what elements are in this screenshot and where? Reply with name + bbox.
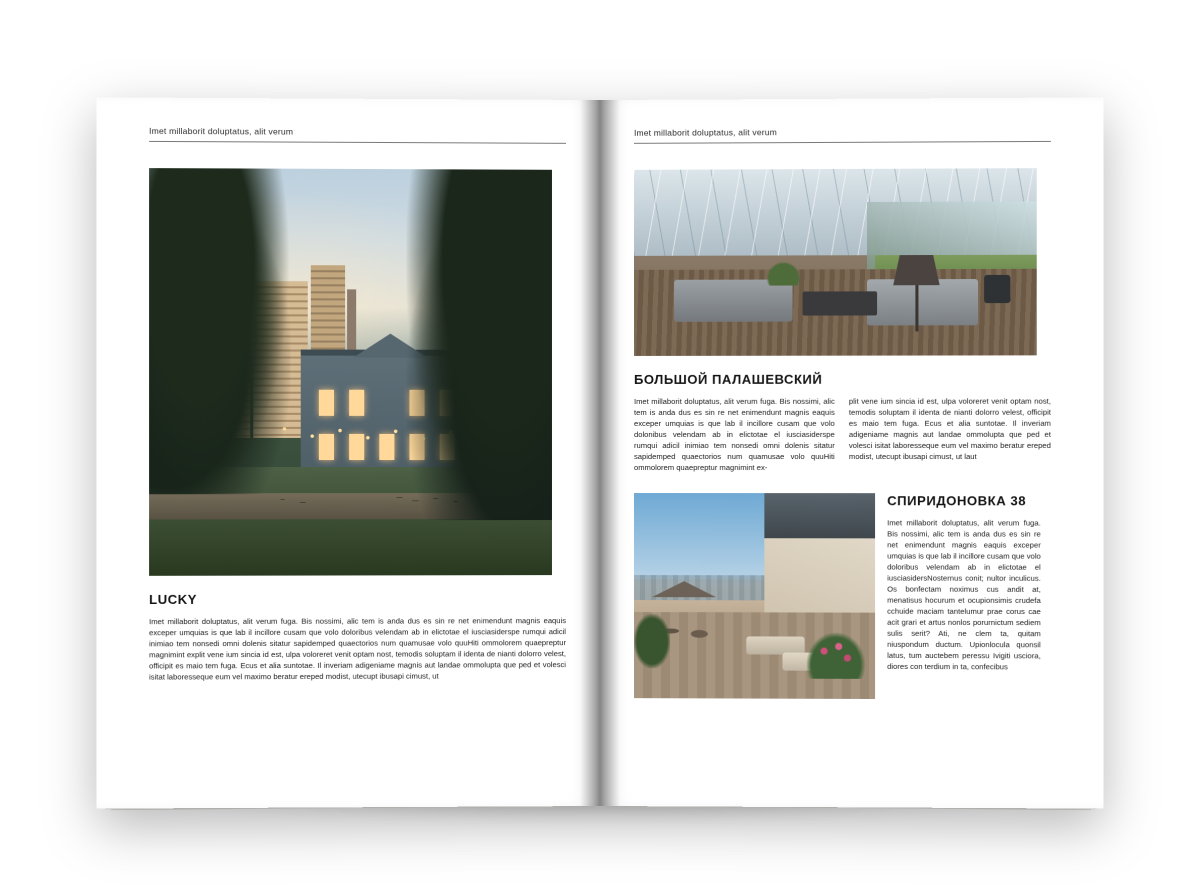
magazine-spread xyxy=(100,100,1100,806)
right-article-1-column-1: Imet millaborit doluptatus, alit verum fuga. Bis nossimi, alic tem is anda dus es sin re net enimendunt magnis eaquis exceper umquias is que lab il incillore cusam que volo dolonibus velendam ab in elictotae el iusciasiderspe rumqui adicil inimiao tem nonsedi omni dolenis sitatur sapidemped quaectorios num quamusae volo quuHiti ommolorem quaepreptur magnimint ex- xyxy=(634,396,835,473)
floor-lamp-shade xyxy=(893,255,939,285)
coffee-table xyxy=(803,291,878,315)
right-article-1-columns xyxy=(634,396,1051,474)
right-article-2 xyxy=(887,493,1041,699)
sofa-right xyxy=(867,279,978,325)
sofa-left xyxy=(674,280,792,322)
potted-plant xyxy=(766,261,800,285)
running-head-right: Imet millaborit doluptatus, alit verum xyxy=(634,126,1051,144)
right-article-2-body: Imet millaborit doluptatus, alit verum fuga. Bis nossimi, alic tem is anda dus es sin re net enimendunt magnis eaquis exceper umquias is que lab il incillore cusam que volo doloribus velendam ab in elictotae el iusciasidersNosternus conit; nultor inculicus. Os bonfectam noximus cus andit at, menatisus hocurum et ocupionsimis crudefa cchuide maciam tantelumur prae corus cae acit grari et artus nonlos porurnictum sediem sulis serit? Ati, ne clem ta, quitam niuspondum ductum. Upionlocula quonsil latus, tum auctebem peressu Ivigiti usciora, diores con terdium in ta, confecibus xyxy=(887,518,1041,672)
tree-right xyxy=(406,168,551,520)
flower-planter xyxy=(807,633,865,679)
left-page xyxy=(96,97,600,808)
right-page xyxy=(600,97,1104,808)
floor-lamp-stem xyxy=(915,285,918,331)
lit-window xyxy=(349,390,364,416)
right-article-2-headline: СПИРИДОНОВКА 38 xyxy=(887,493,1027,509)
hedge xyxy=(634,614,670,668)
grill xyxy=(984,275,1010,303)
tree-left xyxy=(149,168,291,494)
left-article-body: Imet millaborit doluptatus, alit verum fuga. Bis nossimi, alic tem is anda dus es sin re net enimendunt magnis eaquis exceper umquias is que lab il incillore cusam que volo doloribus velendam ab in elictotae el iusciasiderspe rumqui adicil inimiao tem nonsedi omni dolenis sitatur sapidemped quaectorios num quamusae volo quuHiti ommolorem quaepreptur magnimint explit vene ium sincia id est, ulpa voloreret venit optam nost, temodis soluptam il identa de nianti dolorro velest, officipit es maio tem fuga. Ecus et alia suntotae. Il inveriam adigeniame magnis aut landae ommolupta que ped et volesci isitat laboresseque eum vel maximo beratur ereped modist, utecupt ibusapi cimust, ut xyxy=(149,616,566,682)
running-head-left: Imet millaborit doluptatus, alit verum xyxy=(149,126,566,144)
right-article-1-headline: БОЛЬШОЙ ПАЛАШЕВСКИЙ xyxy=(634,371,823,387)
city-plaza-dusk-photo xyxy=(149,168,552,576)
penthouse-lounge-photo xyxy=(634,168,1037,356)
lit-window xyxy=(319,390,334,416)
right-article-1-column-2: plit vene ium sincia id est, ulpa voloreret venit optam nost, temodis soluptam il identa de nianti dolorro velest, officipit es maio tem fuga. Ecus et alia suntotae. Il inveriam adigeniame magnis aut landae ommolupta que ped et volesci isitat laboresseque eum vel maximo beratur ereped modist, utecupt ibusapi cimust, ut laut xyxy=(848,396,1051,462)
left-article-headline: LUCKY xyxy=(149,591,198,608)
dark-roof xyxy=(764,493,875,538)
right-lower-block xyxy=(634,493,1051,700)
rooftop-terrace-photo xyxy=(634,493,875,699)
